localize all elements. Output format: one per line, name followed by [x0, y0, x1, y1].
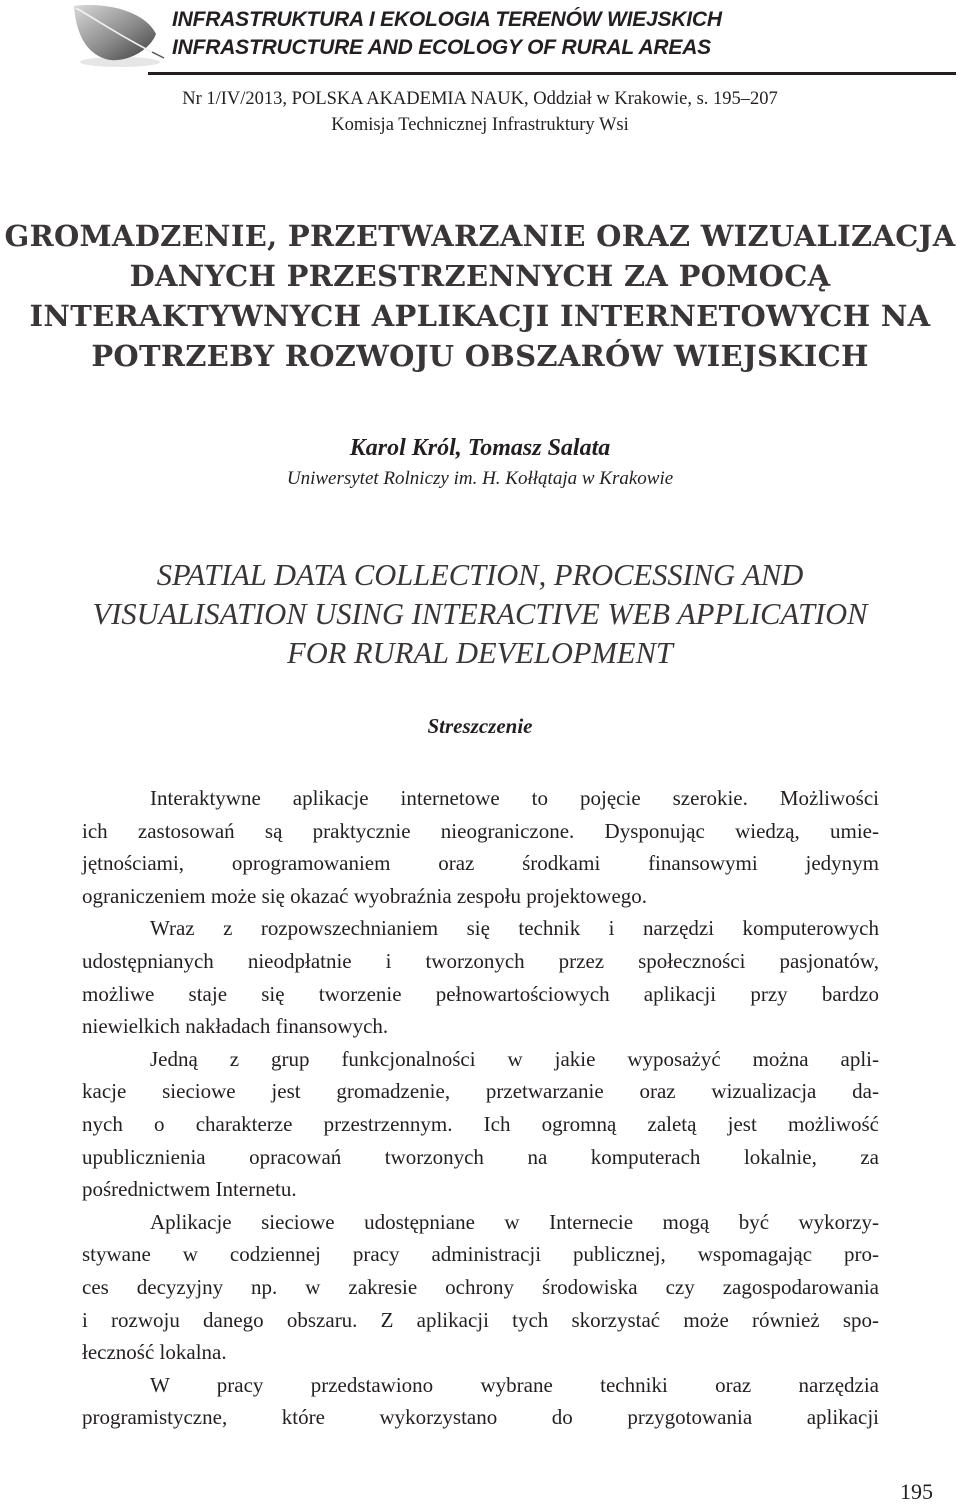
authors: Karol Król, Tomasz Salata [349, 435, 611, 461]
abstract-line: ces decyzyjny np. w zakresie ochrony środowiska czy zagospodarowania [82, 1274, 879, 1299]
affiliation: Uniwersytet Rolniczy im. H. Kołłątaja w Krakowie [286, 468, 674, 489]
abstract-line: możliwe staje się tworzenie pełnowartościowych aplikacji przy bardzo [82, 981, 879, 1006]
issue-info-block [100, 86, 860, 138]
abstract-line: programistyczne, które wykorzystano do przygotowania aplikacji [82, 1405, 879, 1430]
paper-title-en [0, 556, 960, 673]
abstract-line: W pracy przedstawiono wybrane techniki oraz narzędzia [150, 1372, 879, 1397]
abstract-line: stywane w codziennej pracy administracji publicznej, wspomagając pro- [82, 1242, 879, 1267]
abstract-line: jętnościami, oprogramowaniem oraz środkami finansowymi jedynym [82, 851, 879, 876]
journal-title-pl: INFRASTRUKTURA I EKOLOGIA TERENÓW WIEJSKICH [172, 8, 722, 31]
paper-title-en-line: SPATIAL DATA COLLECTION, PROCESSING AND [156, 558, 804, 592]
abstract-body [82, 782, 879, 1434]
abstract-line: upublicznienia opracowań tworzonych na komputerach lokalnie, za [82, 1144, 879, 1169]
paper-title-pl [0, 216, 960, 376]
abstract-line: i rozwoju danego obszaru. Z aplikacji tych skorzystać może również spo- [82, 1307, 879, 1332]
page-number: 195 [900, 1479, 933, 1504]
abstract-line: niewielkich nakładach finansowych. [82, 1014, 389, 1039]
journal-title-en: INFRASTRUCTURE AND ECOLOGY OF RURAL AREAS [172, 36, 711, 59]
abstract-line: ograniczeniem może się okazać wyobraźnia zespołu projektowego. [82, 883, 648, 908]
header-divider [148, 72, 956, 75]
leaf-logo-icon [66, 0, 166, 70]
paper-title-pl-line: DANYCH PRZESTRZENNYCH ZA POMOCĄ [129, 259, 831, 293]
abstract-line: Interaktywne aplikacje internetowe to pojęcie szerokie. Możliwości [150, 786, 879, 810]
paper-title-en-line: VISUALISATION USING INTERACTIVE WEB APPLICATION [92, 597, 868, 631]
abstract-line: nych o charakterze przestrzennym. Ich ogromną zaletą jest możliwość [82, 1111, 879, 1136]
abstract-line: kacje sieciowe jest gromadzenie, przetwarzanie oraz wizualizacja da- [82, 1079, 879, 1104]
paper-title-pl-line: POTRZEBY ROZWOJU OBSZARÓW WIEJSKICH [91, 339, 869, 373]
abstract-line: łeczność lokalna. [82, 1340, 227, 1365]
abstract-line: ich zastosowań są praktycznie nieograniczone. Dysponując wiedzą, umie- [82, 818, 879, 843]
abstract-line: udostępnianych nieodpłatnie i tworzonych przez społeczności pasjonatów, [82, 948, 879, 973]
abstract-line: pośrednictwem Internetu. [82, 1177, 297, 1202]
abstract-heading: Streszczenie [427, 714, 533, 738]
commission-name: Komisja Technicznej Infrastruktury Wsi [331, 115, 629, 135]
issue-info: Nr 1/IV/2013, POLSKA AKADEMIA NAUK, Oddział w Krakowie, s. 195–207 [182, 89, 778, 109]
paper-title-pl-line: GROMADZENIE, PRZETWARZANIE ORAZ WIZUALIZACJA [4, 219, 956, 253]
abstract-line: Aplikacje sieciowe udostępniane w Internecie mogą być wykorzy- [150, 1209, 879, 1234]
journal-title [172, 6, 952, 62]
paper-title-en-line: FOR RURAL DEVELOPMENT [287, 636, 673, 670]
abstract-line: Wraz z rozpowszechnianiem się technik i narzędzi komputerowych [150, 916, 879, 941]
abstract-line: Jedną z grup funkcjonalności w jakie wyposażyć można apli- [150, 1046, 879, 1071]
paper-title-pl-line: INTERAKTYWNYCH APLIKACJI INTERNETOWYCH NA [29, 299, 931, 333]
